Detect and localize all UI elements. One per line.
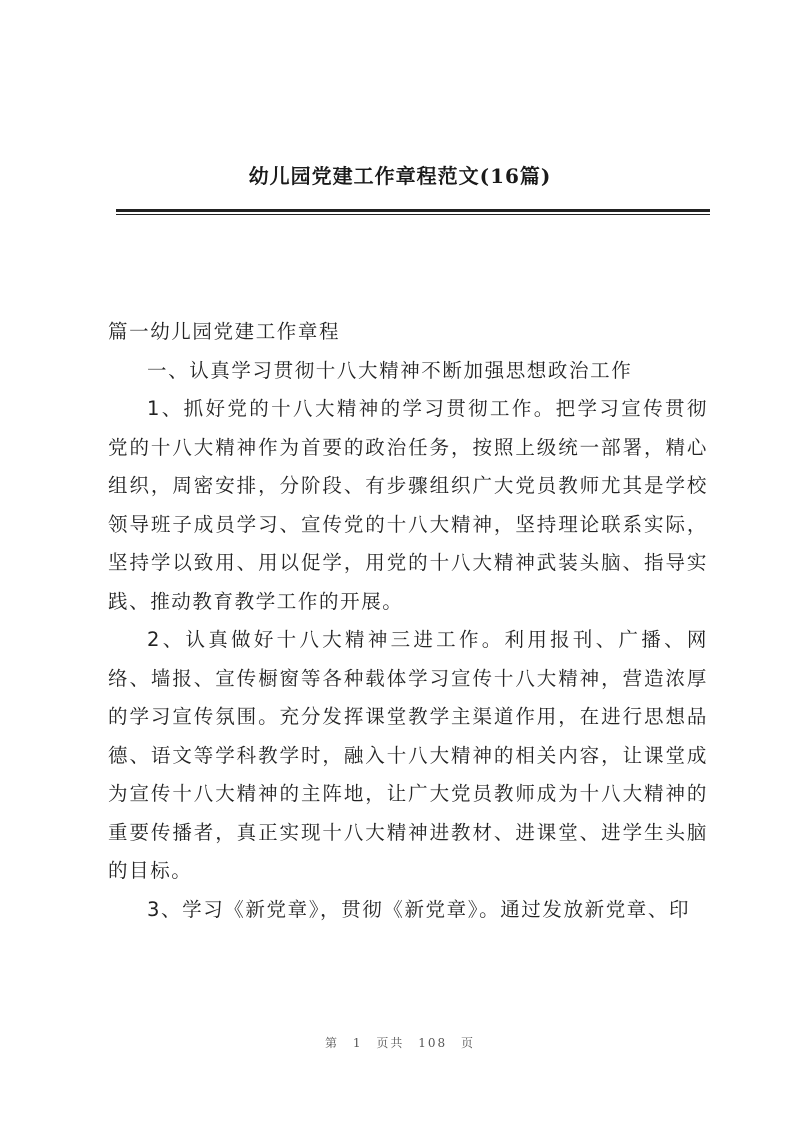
paragraph-item-2: 2、认真做好十八大精神三进工作。利用报刊、广播、网络、墙报、宣传橱窗等各种载体学习宣传十八大精神，营造浓厚的学习宣传氛围。充分发挥课堂教学主渠道作用，在进行思想品德、语文等学科教学时，融入十八大精神的相关内容，让课堂成为宣传十八大精神的主阵地，让广大党员教师成为十八大精神的重要传播者，真正实现十八大精神进教材、进课堂、进学生头脑的目标。 bbox=[108, 628, 708, 882]
footer-prefix: 第 bbox=[325, 1036, 340, 1050]
page-footer bbox=[0, 1034, 800, 1051]
document-body bbox=[108, 313, 708, 929]
paragraph-item-1: 1、抓好党的十八大精神的学习贯彻工作。把学习宣传贯彻党的十八大精神作为首要的政治任务，按照上级统一部署，精心组织，周密安排，分阶段、有步骤组织广大党员教师尤其是学校领导班子成员学习、宣传党的十八大精神，坚持理论联系实际，坚持学以致用、用以促学，用党的十八大精神武装头脑、指导实践、推动教育教学工作的开展。 bbox=[108, 397, 708, 613]
footer-current-page: 1 bbox=[352, 1036, 363, 1050]
title-divider bbox=[116, 209, 710, 212]
footer-suffix: 页 bbox=[460, 1036, 475, 1050]
title-divider-thin bbox=[116, 214, 710, 215]
footer-total-pages: 108 bbox=[418, 1036, 448, 1050]
paragraph-item-3: 3、学习《新党章》，贯彻《新党章》。通过发放新党章、印 bbox=[147, 897, 691, 921]
paragraph-subheading: 一、认真学习贯彻十八大精神不断加强思想政治工作 bbox=[147, 358, 633, 382]
section-heading: 篇一幼儿园党建工作章程 bbox=[108, 320, 341, 343]
document-title: 幼儿园党建工作章程范文(16篇) bbox=[248, 164, 552, 188]
footer-mid: 页共 bbox=[376, 1036, 405, 1050]
